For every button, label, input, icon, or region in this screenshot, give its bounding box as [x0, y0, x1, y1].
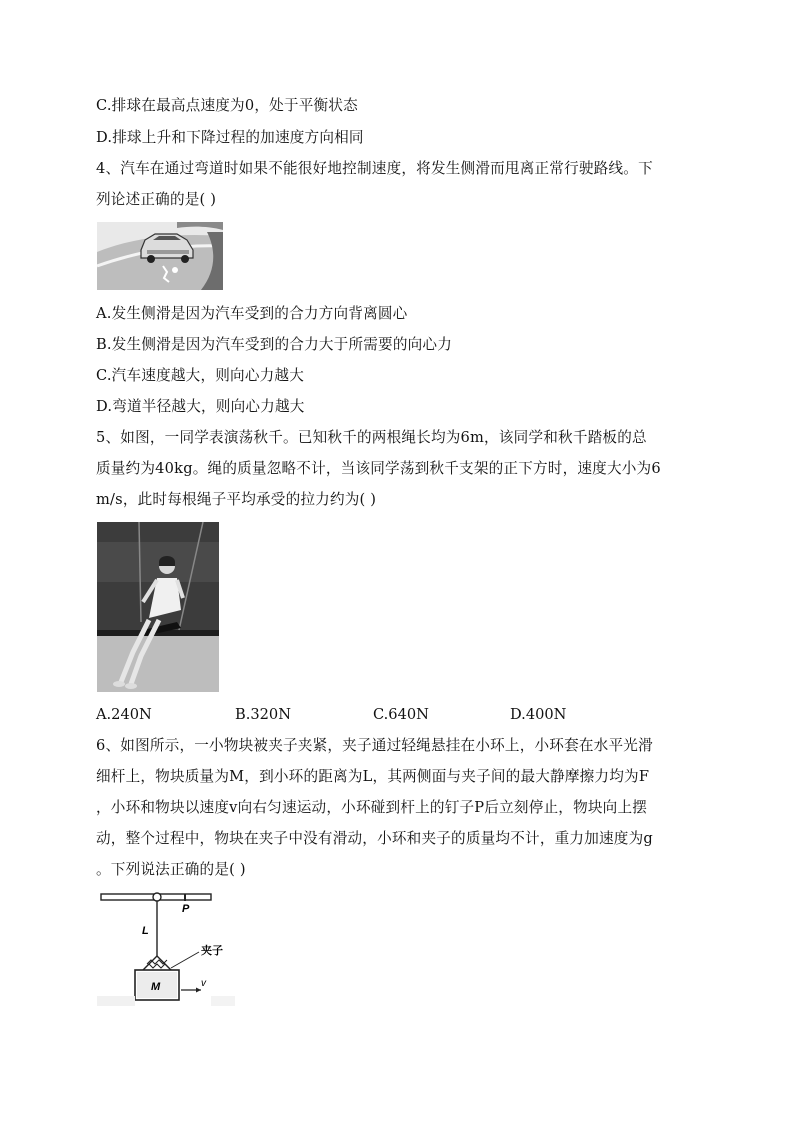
- q6-stem-line-3: ，小环和物块以速度v向右匀速运动，小环碰到杆上的钉子P后立刻停止，物块向上摆: [96, 799, 648, 816]
- q4-stem-line-1: 4、汽车在通过弯道时如果不能很好地控制速度，将发生侧滑而甩离正常行驶路线。下: [96, 160, 653, 177]
- girl-on-swing-figure: [97, 522, 219, 692]
- q4-option-b: B.发生侧滑是因为汽车受到的合力大于所需要的向心力: [96, 336, 453, 353]
- clip-pendulum-diagram: [97, 892, 237, 1010]
- q5-option-a: A.240N: [96, 706, 152, 723]
- label-p: P: [182, 903, 190, 915]
- small-ring: [153, 893, 161, 901]
- q6-stem-line-1: 6、如图所示，一小物块被夹子夹紧，夹子通过轻绳悬挂在小环上，小环套在水平光滑: [96, 737, 653, 754]
- q6-stem-line-4: 动，整个过程中，物块在夹子中没有滑动，小环和夹子的质量均不计，重力加速度为g: [96, 830, 653, 847]
- q5-option-c: C.640N: [373, 706, 429, 723]
- label-v: v: [201, 978, 206, 989]
- clip: [143, 956, 171, 970]
- q4-option-c: C.汽车速度越大，则向心力越大: [96, 367, 305, 384]
- label-m: M: [151, 981, 161, 993]
- q3-option-c: C.排球在最高点速度为0，处于平衡状态: [96, 97, 358, 114]
- q5-option-d: D.400N: [510, 706, 567, 723]
- q5-stem-line-1: 5、如图，一同学表演荡秋千。已知秋千的两根绳长均为6m，该同学和秋千踏板的总: [96, 429, 647, 446]
- q4-option-a: A.发生侧滑是因为汽车受到的合力方向背离圆心: [96, 305, 408, 322]
- label-l: L: [142, 925, 149, 937]
- label-clip: 夹子: [201, 945, 223, 957]
- q5-stem-line-2: 质量约为40kg。绳的质量忽略不计，当该同学荡到秋千支架的正下方时，速度大小为6: [96, 460, 661, 477]
- q5-option-b: B.320N: [235, 706, 291, 723]
- q4-option-d: D.弯道半径越大，则向心力越大: [96, 398, 305, 415]
- q4-stem-line-2: 列论述正确的是( ): [96, 191, 217, 208]
- nail-p: [184, 894, 186, 901]
- q5-stem-line-3: m/s，此时每根绳子平均承受的拉力约为( ): [96, 491, 377, 508]
- q6-stem-line-5: 。下列说法正确的是( ): [96, 861, 246, 878]
- q6-stem-line-2: 细杆上，物块质量为M，到小环的距离为L，其两侧面与夹子间的最大静摩擦力均为F: [96, 768, 650, 785]
- car-skidding-figure: [97, 222, 223, 290]
- q3-option-d: D.排球上升和下降过程的加速度方向相同: [96, 129, 364, 146]
